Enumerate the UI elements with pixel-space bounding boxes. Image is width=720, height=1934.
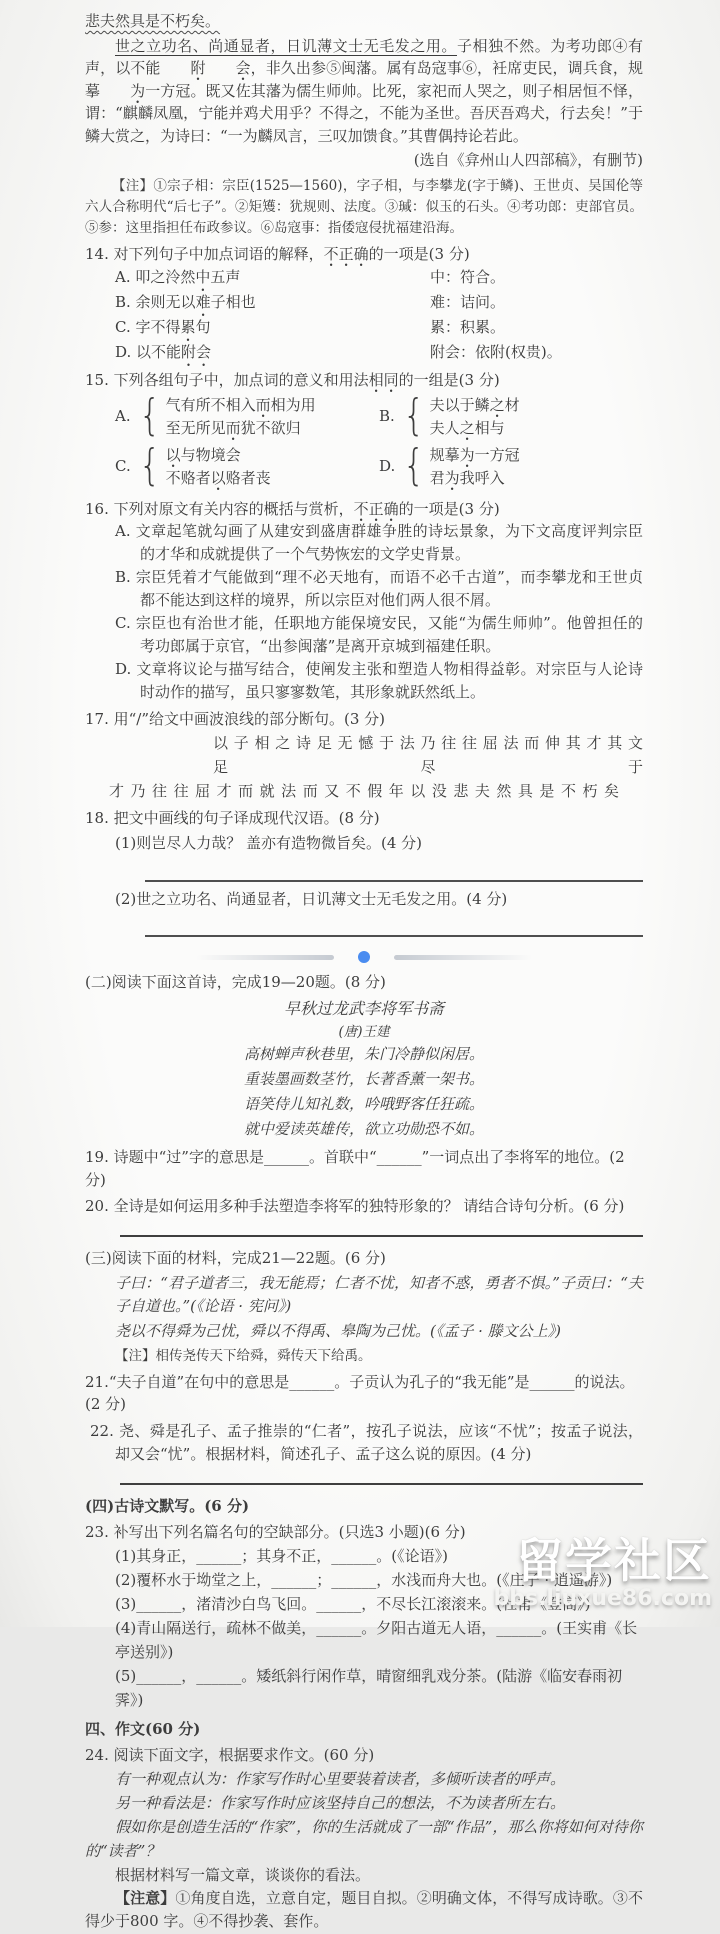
q15-group-b-label: B.	[379, 407, 395, 426]
q15-group-a-label: A.	[115, 407, 131, 426]
q16-option-c: C. 宗臣也有治世才能，任职地方能保境安民，又能“为儒生师帅”。他曾担任的考功郎属于京官，“出参闽藩”是离开京城到福建任职。	[115, 614, 643, 655]
q14-option-d-phrase: D. 以不能附会	[115, 343, 212, 361]
question-20-stem: 20. 全诗是如何运用多种手法塑造李将军的独特形象的？ 请结合诗句分析。(6 分)	[85, 1197, 625, 1215]
q23-item-1: (1)其身正，______；其身不正，______。(《论语》)	[115, 1546, 448, 1565]
section-4-heading: (四)古诗文默写。(6 分)	[85, 1496, 250, 1515]
question-17-stem: 17. 用“/”给文中画波浪线的部分断句。(3 分)	[85, 710, 386, 728]
q15-group-b-line2: 夫人之相与	[429, 418, 505, 437]
q16-option-a: A. 文章起笔就勾画了从建安到盛唐群雄争胜的诗坛景象，为下文高度评判宗臣的才华和成就提供了一个气势恢宏的文学史背景。	[115, 522, 643, 563]
brace-glyph: {	[139, 391, 161, 442]
q14-option-d	[85, 340, 643, 365]
passage-footnotes: 【注】①宗子相：宗臣(1525—1560)，字子相，与李攀龙(字于鳞)、王世贞、吴国伦等六人合称明代“后七子”。②矩矱：犹规则、法度。③瑊：似玉的石头。④考功郎：吏部官员。⑤参：这里指担任布政参议。⑥岛寇事：指倭寇侵扰福建沿海。	[85, 177, 643, 236]
poem-line: 语笑侍儿知礼数，吟哦野客任狂疏。	[243, 1095, 484, 1113]
poem-author: (唐)王建	[338, 1024, 390, 1040]
question-19-stem: 19. 诗题中“过”字的意思是______。首联中“______”一词点出了李将军的地位。(2 分)	[85, 1148, 625, 1189]
q15-group-c-label: C.	[115, 457, 131, 476]
brace-glyph: {	[403, 391, 425, 442]
answer-line	[145, 879, 643, 882]
q15-group-d	[379, 441, 643, 492]
q14-option-d-gloss: 附会：依附(权贵)。	[430, 343, 562, 361]
question-21-stem: 21.“夫子自道”在句中的意思是______。子贡认为孔子的“我无能”是______的说法。(2 分)	[85, 1372, 635, 1413]
essay-closing: 根据材料写一篇文章，谈谈你的看法。	[115, 1865, 371, 1884]
q14-option-b-gloss: 难：诘问。	[430, 293, 506, 311]
q23-item-3: (3)______，渚清沙白鸟飞回。______，不尽长江滚滚来。(杜甫《登高》)	[115, 1594, 591, 1613]
essay-prompt-para-3: 假如你是创造生活的“作家”，你的生活就成了一部“作品”，那么你将如何对待你的“读者”？	[85, 1817, 643, 1860]
q15-group-b	[379, 391, 643, 442]
divider-bar-right	[394, 955, 532, 960]
q15-group-c	[115, 441, 379, 492]
q23-item-5: (5)______，______。矮纸斜行闲作草，晴窗细乳戏分茶。(陆游《临安春雨初霁》)	[115, 1666, 623, 1709]
poem-line: 就中爱读英雄传，欲立功勋恐不如。	[243, 1120, 484, 1138]
q15-group-c-line1: 以与物境会	[165, 445, 241, 464]
section-divider-ornament	[85, 951, 643, 963]
q14-option-a-gloss: 中：符合。	[430, 268, 506, 286]
question-15-stem: 15. 下列各组句子中，加点词的意义和用法相同的一组是(3 分)	[85, 371, 500, 389]
q15-group-c-line2: 不赂者以赂者丧	[165, 468, 271, 487]
q15-groups	[85, 391, 643, 494]
section-5-heading: 四、作文(60 分)	[85, 1719, 201, 1738]
section-3-heading: (三)阅读下面的材料，完成21—22题。(6 分)	[85, 1248, 386, 1267]
q17-punctuation-line-2: 才 乃 往 往 屈 才 而 就 法 而 又 不 假 年 以 没 悲 夫 然 具 是 不 朽 矣	[109, 781, 619, 800]
q14-option-c	[85, 315, 643, 340]
q23-item-2: (2)覆杯水于坳堂之上，______；______，水浅而舟大也。(《庄子 · 逍遥游》)	[115, 1570, 613, 1589]
question-23-stem: 23. 补写出下列名篇名句的空缺部分。(只选3 小题)(6 分)	[85, 1523, 466, 1541]
brace-glyph: {	[403, 441, 425, 492]
poem-title: 早秋过龙武李将军书斋	[283, 998, 444, 1018]
section-2-heading: (二)阅读下面这首诗，完成19—20题。(8 分)	[85, 973, 386, 991]
poem-line: 重装墨画数茎竹，长著香薰一架书。	[243, 1070, 484, 1088]
q23-item-4: (4)青山隔送行，疏林不做美，______。夕阳古道无人语，______。(王实甫《长亭送别》)	[115, 1618, 638, 1661]
passage-wavy-sentence	[85, 10, 643, 33]
q14-option-a	[85, 265, 643, 290]
wavy-underlined-text: 悲夫然具是不朽矣。	[85, 12, 221, 30]
q14-option-a-phrase: A. 叩之泠然中五声	[115, 268, 241, 286]
q15-group-a	[115, 391, 379, 442]
question-18-stem: 18. 把文中画线的句子译成现代汉语。(8 分)	[85, 808, 380, 827]
underlined-sentence: 世之立功名、尚通显者，日讥薄文士无毛发之用。	[115, 36, 457, 55]
q15-group-d-line1: 规摹为一方冠	[429, 445, 520, 464]
q17-punctuation-line-1: 以 子 相 之 诗 足 无 憾 于 法 乃 往 往 屈 法 而 伸 其 才 其 文 足 尽 于	[213, 733, 643, 776]
watermark-title: 留学社区	[516, 1534, 712, 1589]
answer-line	[145, 934, 643, 937]
answer-line	[120, 1234, 643, 1237]
watermark-url: bbs.liuxue86.com	[493, 1586, 712, 1611]
q14-option-c-phrase: C. 字不得累句	[115, 318, 211, 336]
question-22-stem: 22. 尧、舜是孔子、孟子推崇的“仁者”，按孔子说法，应该“不忧”；按孟子说法，却又会“忧”。根据材料，简述孔子、孟子这么说的原因。(4 分)	[90, 1421, 643, 1463]
q15-group-d-label: D.	[379, 457, 396, 476]
answer-line	[120, 1482, 643, 1485]
q16-option-d: D. 文章将议论与描写结合，使阐发主张和塑造人物相得益彰。对宗臣与人论诗时动作的描写，虽只寥寥数笔，其形象就跃然纸上。	[115, 660, 643, 701]
brace-glyph: {	[139, 441, 161, 492]
q15-group-b-line1: 夫以于鳞之材	[429, 395, 520, 414]
notice-text: ①角度自选，立意自定，题目自拟。②明确文体，不得写成诗歌。③不得少于800 字。④不得抄袭、套作。	[85, 1888, 643, 1930]
q15-group-a-line2: 至无所见而犹不欲归	[165, 418, 301, 437]
essay-notice	[85, 1887, 643, 1934]
divider-bar-left	[196, 955, 334, 960]
q14-option-b-phrase: B. 余则无以难子相也	[115, 293, 256, 311]
notice-label: 【注意】	[115, 1888, 176, 1907]
essay-prompt-para-2: 另一种看法是：作家写作时应该坚持自己的想法，不为读者所左右。	[115, 1793, 566, 1812]
essay-prompt-para-1: 有一种观点认为：作家写作时心里要装着读者，多倾听读者的呼声。	[115, 1769, 566, 1788]
q14-option-b	[85, 290, 643, 315]
question-24-stem: 24. 阅读下面文字，根据要求作文。(60 分)	[85, 1746, 375, 1764]
material-2: 尧以不得舜为己忧，舜以不得禹、皋陶为己忧。(《孟子 · 滕文公上》)	[115, 1322, 562, 1340]
q15-group-d-line2: 君为我呼入	[429, 468, 505, 487]
material-footnote: 【注】相传尧传天下给舜，舜传天下给禹。	[115, 1347, 372, 1364]
question-14-stem: 14. 对下列句子中加点词语的解释，不正确的一项是(3 分)	[85, 244, 470, 263]
divider-blue-dot	[358, 951, 370, 963]
material-1: 子曰：“君子道者三，我无能焉；仁者不忧，知者不惑，勇者不惧。”子贡曰：“夫子自道也。”(《论语 · 宪问》)	[115, 1274, 643, 1315]
exam-content	[85, 10, 643, 1934]
poem-line: 高树蝉声秋巷里，朱门冷静似闲居。	[243, 1045, 484, 1063]
question-16-stem: 16. 下列对原文有关内容的概括与赏析，不正确的一项是(3 分)	[85, 499, 500, 518]
passage-paragraph	[85, 35, 643, 148]
q14-option-c-gloss: 累：积累。	[430, 318, 506, 336]
passage-body-text: 子相独不然。为考功郎④有声，以不能 附 会，非久出参⑤闽藩。属有岛寇事⑥，衽席吏民，调兵食，规摹 为一方冠。既又佐其藩为儒生师帅。比死，家祀而人哭之，则子相居恒不怿，谓：“麒麟凤凰，宁能并鸡犬用乎？不得之，不能为圣世。吾厌吾鸡犬，行去矣！”于鳞大赏之，为诗曰：“一为麟凤言，三叹加馈食。”其曹偶持论若此。	[85, 36, 643, 145]
q15-group-a-line1: 气有所不相入而相为用	[165, 395, 316, 414]
q18-sub-2: (2)世之立功名、尚通显者，日讥薄文士无毛发之用。(4 分)	[115, 889, 508, 908]
q16-option-b: B. 宗臣凭着才气能做到“理不必天地有，而语不必千古道”，而李攀龙和王世贞都不能达到这样的境界，所以宗臣对他们两人很不屑。	[115, 568, 643, 609]
q18-sub-1: (1)则岂尽人力哉？ 盖亦有造物微旨矣。(4 分)	[115, 834, 423, 852]
passage-source-attribution: (选自《弇州山人四部稿》，有删节)	[413, 151, 643, 169]
